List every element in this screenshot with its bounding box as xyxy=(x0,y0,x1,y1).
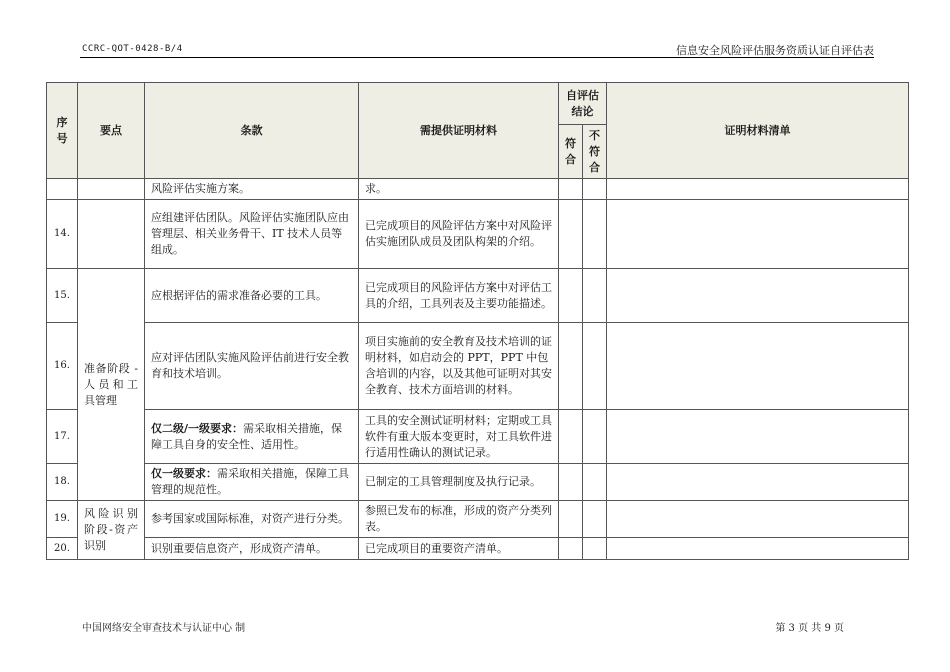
row-evidence: 已完成项目的重要资产清单。 xyxy=(359,538,559,560)
conform-cell[interactable] xyxy=(559,501,583,538)
clause-text: 需采取相关措施，保障工具管理的规范性。 xyxy=(151,467,349,496)
table-row xyxy=(47,538,909,560)
row-evidence: 参照已发布的标准，形成的资产分类列表。 xyxy=(359,501,559,538)
table-row xyxy=(47,179,909,200)
row-clause: 应对评估团队实施风险评估前进行安全教育和技术培训。 xyxy=(145,323,359,410)
clause-level-note: 仅二级/一级要求： xyxy=(151,421,244,435)
table-row xyxy=(47,200,909,269)
row-clause xyxy=(145,410,359,464)
nonconform-cell[interactable] xyxy=(583,538,607,560)
evidence-list-cell[interactable] xyxy=(607,410,909,464)
conform-cell[interactable] xyxy=(559,200,583,269)
table-row xyxy=(47,464,909,501)
row-clause: 风险评估实施方案。 xyxy=(145,179,359,200)
row-clause: 应组建评估团队。风险评估实施团队应由管理层、相关业务骨干、IT 技术人员等组成。 xyxy=(145,200,359,269)
row-no: 15. xyxy=(47,269,78,323)
row-evidence: 项目实施前的安全教育及技术培训的证明材料，如启动会的 PPT，PPT 中包含培训的内容，以及其他可证明对其安全教育、技术方面培训的材料。 xyxy=(359,323,559,410)
row-point xyxy=(78,179,145,200)
nonconform-cell[interactable] xyxy=(583,323,607,410)
row-evidence: 已完成项目的风险评估方案中对风险评估实施团队成员及团队构架的介绍。 xyxy=(359,200,559,269)
col-header-clause: 条款 xyxy=(145,83,359,179)
conform-cell[interactable] xyxy=(559,410,583,464)
nonconform-cell[interactable] xyxy=(583,269,607,323)
row-point xyxy=(78,200,145,269)
nonconform-cell[interactable] xyxy=(583,501,607,538)
header-divider xyxy=(80,57,874,58)
col-header-self-eval: 自评估结论 xyxy=(559,83,607,125)
row-clause xyxy=(145,464,359,501)
nonconform-cell[interactable] xyxy=(583,179,607,200)
col-header-evidence: 需提供证明材料 xyxy=(359,83,559,179)
doc-code: CCRC-QOT-0428-B/4 xyxy=(82,44,183,54)
conform-cell[interactable] xyxy=(559,538,583,560)
table-row xyxy=(47,323,909,410)
footer-org: 中国网络安全审查技术与认证中心 制 xyxy=(82,623,246,634)
clause-level-note: 仅一级要求： xyxy=(151,467,217,480)
nonconform-cell[interactable] xyxy=(583,464,607,501)
evidence-list-cell[interactable] xyxy=(607,179,909,200)
row-evidence: 求。 xyxy=(359,179,559,200)
row-no: 14. xyxy=(47,200,78,269)
col-header-point: 要点 xyxy=(78,83,145,179)
row-no xyxy=(47,179,78,200)
col-header-list: 证明材料清单 xyxy=(607,83,909,179)
self-assessment-table xyxy=(46,82,909,560)
clause-text: 需采取相关措施，保障工具自身的安全性、适用性。 xyxy=(151,421,343,451)
evidence-list-cell[interactable] xyxy=(607,323,909,410)
col-header-conform: 符合 xyxy=(559,125,583,179)
footer-page-number: 第 3 页 共 9 页 xyxy=(775,623,844,634)
table-row xyxy=(47,410,909,464)
row-no: 19. xyxy=(47,501,78,538)
row-evidence: 已完成项目的风险评估方案中对评估工具的介绍，工具列表及主要功能描述。 xyxy=(359,269,559,323)
doc-title: 信息安全风险评估服务资质认证自评估表 xyxy=(676,44,874,57)
col-header-nonconform: 不符合 xyxy=(583,125,607,179)
row-clause: 应根据评估的需求准备必要的工具。 xyxy=(145,269,359,323)
row-no: 20. xyxy=(47,538,78,560)
conform-cell[interactable] xyxy=(559,464,583,501)
conform-cell[interactable] xyxy=(559,269,583,323)
nonconform-cell[interactable] xyxy=(583,200,607,269)
col-header-no: 序号 xyxy=(47,83,78,179)
row-no: 17. xyxy=(47,410,78,464)
evidence-list-cell[interactable] xyxy=(607,538,909,560)
conform-cell[interactable] xyxy=(559,179,583,200)
row-clause: 参考国家或国际标准，对资产进行分类。 xyxy=(145,501,359,538)
conform-cell[interactable] xyxy=(559,323,583,410)
row-point: 准备阶段 -人员和工具管理 xyxy=(78,269,145,501)
row-no: 16. xyxy=(47,323,78,410)
nonconform-cell[interactable] xyxy=(583,410,607,464)
evidence-list-cell[interactable] xyxy=(607,501,909,538)
row-no: 18. xyxy=(47,464,78,501)
evidence-list-cell[interactable] xyxy=(607,464,909,501)
evidence-list-cell[interactable] xyxy=(607,269,909,323)
row-clause: 识别重要信息资产，形成资产清单。 xyxy=(145,538,359,560)
row-evidence: 工具的安全测试证明材料；定期或工具软件有重大版本变更时，对工具软件进行适用性确认的测试记录。 xyxy=(359,410,559,464)
row-evidence: 已制定的工具管理制度及执行记录。 xyxy=(359,464,559,501)
row-point: 风险识别阶段-资产识别 xyxy=(78,501,145,560)
evidence-list-cell[interactable] xyxy=(607,200,909,269)
table-row xyxy=(47,501,909,538)
table-row xyxy=(47,269,909,323)
